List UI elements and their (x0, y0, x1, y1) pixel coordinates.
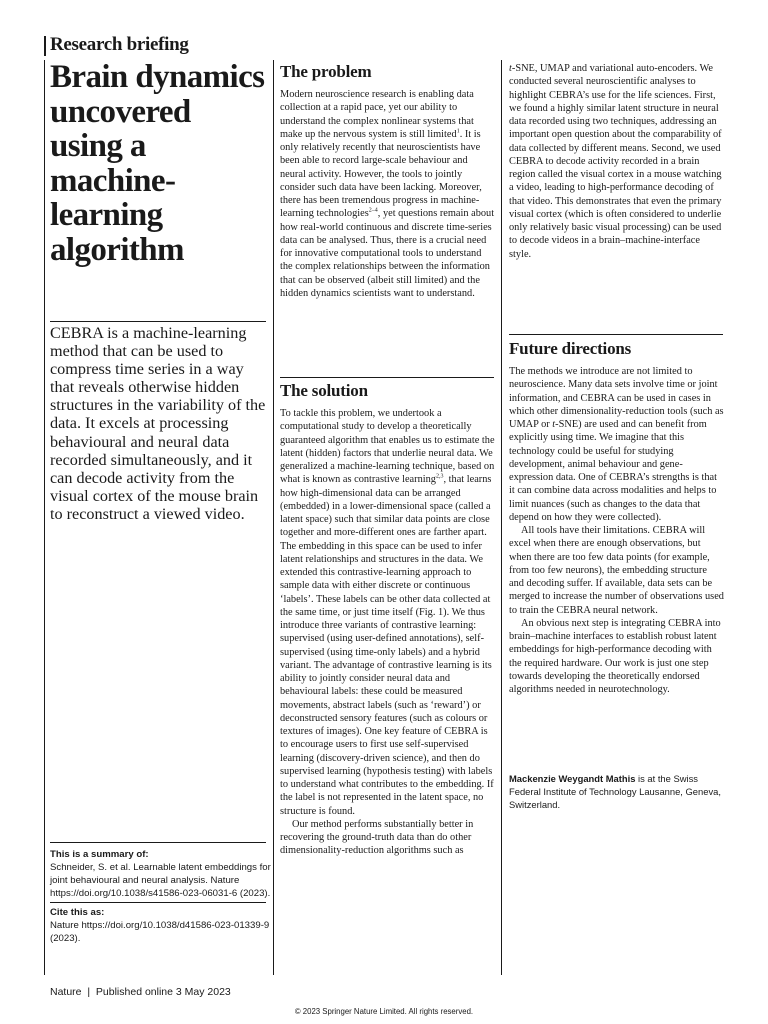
solution-section (280, 381, 495, 858)
future-paragraph-3: An obvious next step is integrating CEBRA into brain–machine interfaces to establish robust latent embeddings for high-performance decoding with the required hardware. Our work is just one step towards developing the theoretically endorsed algorithms needed in neurotechnology. (509, 617, 721, 695)
page-footer: Nature | Published online 3 May 2023 (50, 986, 231, 998)
cite-label: Cite this as: (50, 907, 105, 918)
solution-paragraph-2-cont: t-SNE, UMAP and variational auto-encoders. We conducted several neuroscientific analyses to highlight CEBRA’s use for the life sciences. First, we found a highly similar latent structure in neural data recorded using two techniques, addressing an important open question about the comparability of data collected by different means. Second, we used CEBRA to decode activity recorded in a brain region called the visual cortex in a mouse watching a video, leading to high-performance decoding of that video. This demonstrates that even the primary visual cortex (which is often considered to underlie only relatively basic visual processing) can be used to decode videos in a brain–machine-interface style. (509, 63, 722, 260)
future-heading: Future directions (509, 339, 632, 358)
summary-label: This is a summary of: (50, 849, 149, 860)
kicker-rule (44, 36, 46, 56)
author-note (509, 772, 724, 811)
standfirst-rule (50, 321, 266, 322)
author-affiliation: is at the Swiss Federal Institute of Technology Lausanne, Geneva, Switzerland. (509, 773, 721, 810)
kicker: Research briefing (50, 34, 189, 55)
author-name: Mackenzie Weygandt Mathis (509, 773, 636, 784)
standfirst: CEBRA is a machine-learning method that can be used to compress time series in a way that reveals otherwise hidden structures in the variability of the data. It excels at processing behavioural and neural data recorded simultaneously, and it can decode activity from the visual cortex of the mouse brain to reconstruct a viewed video. (50, 324, 266, 523)
middle-column-rule (273, 60, 274, 975)
copyright-line: © 2023 Springer Nature Limited. All rights reserved. (294, 1007, 474, 1016)
future-rule (509, 334, 723, 335)
future-paragraph-1: The methods we introduce are not limited to neuroscience. Many data sets involve time or joint information, and CEBRA can be used in cases in which other dimensionality-reduction tools (such as UMAP or t-SNE) are used and can benefit from explicitly using time. We imagine that this technology could be useful for studying development, animal behaviour and gene-expression data. One of CEBRA’s strengths is that it can combine data across modalities and helps to limit nuances (such as changes to the data that depend on how they were collected). (509, 366, 724, 523)
cite-text: Nature https://doi.org/10.1038/d41586-023-01339-9 (2023). (50, 920, 270, 944)
solution-paragraph-1: To tackle this problem, we undertook a computational study to develop a theoretically guaranteed algorithm that enables us to estimate the latent (hidden) factors that underlie neural data. We generalized a machine-learning technique, based on what is known as contrastive learning$^{2,3}$, that learns how high-dimensional data can be arranged (embedded) in a lower-dimensional space (called a latent space) such that similar data points are close together and more-different ones are farther apart. The embedding in this space can be used to infer latent relationships and structures in the data. We extended this contrastive-learning approach to sample data with either discrete or continuous ‘labels’. These labels can be other data collected at the same time, or just time itself (Fig. 1). We thus introduce three variants of contrastive learning: supervised (using user-defined annotations), self-supervised (using time-only labels) and a hybrid variant. The advantage of contrastive learning is its ability to jointly consider neural data and behavioural labels: these could be measured movements, abstract labels (such as ‘reward’) or deconstructed sensory features (such as colours or textures of images). One key feature of CEBRA is to encourage users to first use self-supervised learning (discovery-driven science), and then do supervised learning (hypothesis testing) with labels to understand what contributes to the embedding. If the label is not represented in the latent space, no structure is found. (280, 408, 495, 817)
summary-rule (50, 842, 266, 843)
solution-heading: The solution (280, 381, 368, 400)
right-column-rule (501, 60, 502, 975)
left-column-rule (44, 60, 45, 975)
problem-paragraph: Modern neuroscience research is enabling data collection at a rapid pace, yet our ability to understand the complex nonlinear systems that make up the nervous system is still limited$^1$. It is only relatively recently that neuroscientists have been able to record large-scale behaviour and neural activity. However, the tools to jointly consider such data have been lacking. Moreover, there has been tremendous progress in machine-learning technologies$^{2-4}$, yet questions remain about how real-world continuous and discrete time-series data can be analysed. Thus, there is a crucial need for innovative computational tools to understand the complex relationships between the information that can be observed (albeit still limited) and the hidden dynamics scientists want to understand. (280, 89, 495, 299)
problem-section (280, 62, 495, 300)
summary-box (50, 848, 275, 945)
solution-rule (280, 377, 494, 378)
solution-continuation (509, 62, 724, 261)
solution-paragraph-2: Our method performs substantially better in recovering the ground-truth data than do other dimensionality-reduction algorithms such as (280, 818, 474, 857)
future-paragraph-2: All tools have their limitations. CEBRA will excel when there are enough observations, but when there are too few data points (for example, from too few neurons), the embedding structure and decoding suffer. If available, data sets can be merged to increase the number of observations used to train the CEBRA neural network. (509, 525, 724, 616)
page-title: Brain dynamics uncovered using a machine-learning algorithm (50, 59, 265, 268)
future-section (509, 339, 724, 696)
cite-rule (50, 902, 266, 903)
problem-heading: The problem (280, 62, 372, 81)
summary-text: Schneider, S. et al. Learnable latent embeddings for joint behavioural and neural analysis. Nature https://doi.org/10.1038/s41586-023-06031-6 (2023). (50, 862, 271, 899)
